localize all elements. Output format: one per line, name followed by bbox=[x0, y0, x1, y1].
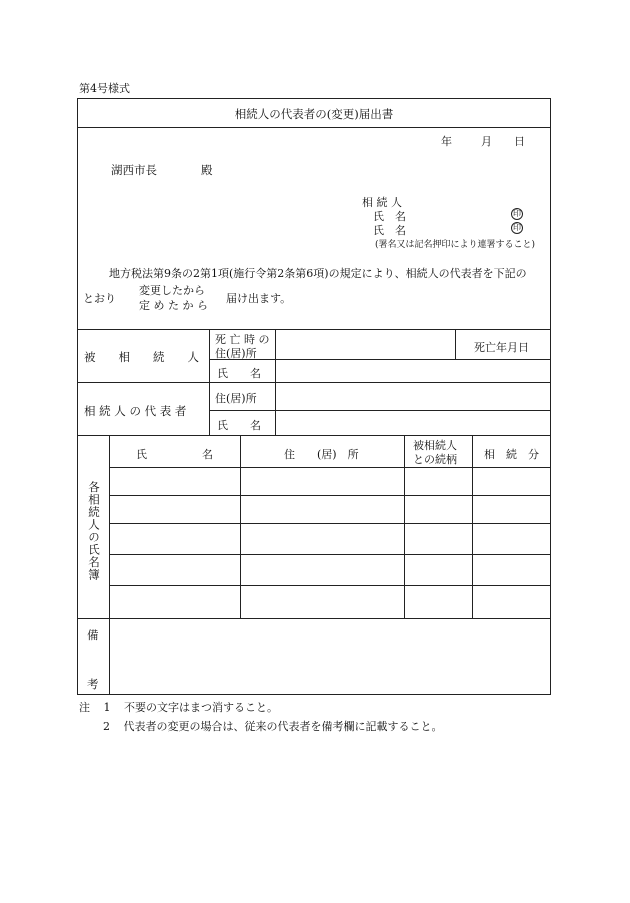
form-title: 相続人の代表者の(変更)届出書 bbox=[234, 107, 394, 121]
notification-form bbox=[77, 98, 551, 695]
section-divider-deceased bbox=[78, 329, 550, 330]
remarks-label-bottom: 考 bbox=[87, 677, 99, 691]
remarks-side-divider bbox=[109, 618, 110, 694]
statement-option-decided: 定 め た か ら bbox=[139, 299, 208, 312]
representative-row-divider bbox=[209, 410, 550, 411]
heir-list-col-divider-2 bbox=[404, 435, 405, 618]
date-day-label: 日 bbox=[514, 135, 525, 148]
title-divider bbox=[78, 127, 550, 128]
remarks-label-top: 備 bbox=[87, 628, 99, 642]
death-date-divider bbox=[455, 329, 456, 359]
deceased-label: 被 相 続 人 bbox=[84, 350, 199, 364]
deceased-address-label-line1: 死 亡 時 の bbox=[215, 333, 270, 346]
seal-mark-1: 印 bbox=[513, 209, 521, 218]
col-header-name: 氏 名 bbox=[136, 448, 213, 461]
note-1-number: 1 bbox=[103, 701, 111, 714]
heir-list-row-line-4 bbox=[109, 554, 550, 555]
heir-list-row-line-2 bbox=[109, 495, 550, 496]
representative-name-label: 氏 名 bbox=[217, 419, 261, 432]
statement-option-changed: 変更したから bbox=[139, 284, 205, 297]
heir-list-row-line-3 bbox=[109, 523, 550, 524]
heir-list-side-label: 各相続人の氏名簿 bbox=[87, 481, 101, 581]
note-2 bbox=[103, 718, 443, 734]
section-divider-representative bbox=[78, 382, 550, 383]
heir-list-row-line-5 bbox=[109, 585, 550, 586]
note-1-text: 不要の文字はまつ消すること。 bbox=[124, 701, 278, 714]
statement-line1: 地方税法第9条の2第1項(施行令第2条第6項)の規定により、相続人の代表者を下記の bbox=[109, 267, 527, 280]
section-divider-heir-list bbox=[78, 435, 550, 436]
notes-prefix: 注 bbox=[79, 701, 90, 714]
note-2-number: 2 bbox=[103, 720, 110, 733]
col-header-relation-line1: 被相続人 bbox=[413, 439, 457, 452]
heir-name-label-2: 氏 名 bbox=[373, 224, 406, 237]
date-month-label: 月 bbox=[481, 135, 492, 148]
col-header-share: 相 続 分 bbox=[484, 448, 539, 461]
death-date-label: 死亡年月日 bbox=[474, 341, 529, 354]
heir-list-row-line-1 bbox=[109, 467, 550, 468]
form-number-label: 第4号様式 bbox=[79, 82, 130, 95]
statement-prefix: とおり bbox=[83, 292, 116, 305]
heir-name-label-1: 氏 名 bbox=[373, 210, 406, 223]
seal-mark-2: 印 bbox=[513, 223, 521, 232]
deceased-name-label: 氏 名 bbox=[217, 367, 261, 380]
statement-suffix: 届け出ます。 bbox=[226, 292, 292, 305]
representative-label: 相 続 人 の 代 表 者 bbox=[84, 404, 187, 418]
note-2-text: 代表者の変更の場合は、従来の代表者を備考欄に記載すること。 bbox=[123, 720, 443, 733]
joint-signature-note: (署名又は記名押印により連署すること) bbox=[375, 240, 536, 250]
heir-list-col-divider-3 bbox=[472, 435, 473, 618]
deceased-row-divider bbox=[209, 359, 550, 360]
section-divider-remarks bbox=[78, 618, 550, 619]
addressee-mayor: 湖西市長 bbox=[111, 163, 157, 177]
heirs-label: 相 続 人 bbox=[362, 196, 402, 209]
deceased-address-label-line2: 住(居)所 bbox=[215, 347, 257, 360]
note-1 bbox=[79, 699, 278, 715]
heir-list-col-divider-1 bbox=[240, 435, 241, 618]
date-year-label: 年 bbox=[441, 135, 452, 148]
heir-list-side-divider bbox=[109, 435, 110, 618]
addressee-honorific: 殿 bbox=[201, 163, 213, 177]
col-header-relation-line2: との続柄 bbox=[413, 453, 457, 466]
representative-address-label: 住(居)所 bbox=[215, 392, 257, 405]
col-header-address: 住 (居) 所 bbox=[284, 448, 359, 461]
